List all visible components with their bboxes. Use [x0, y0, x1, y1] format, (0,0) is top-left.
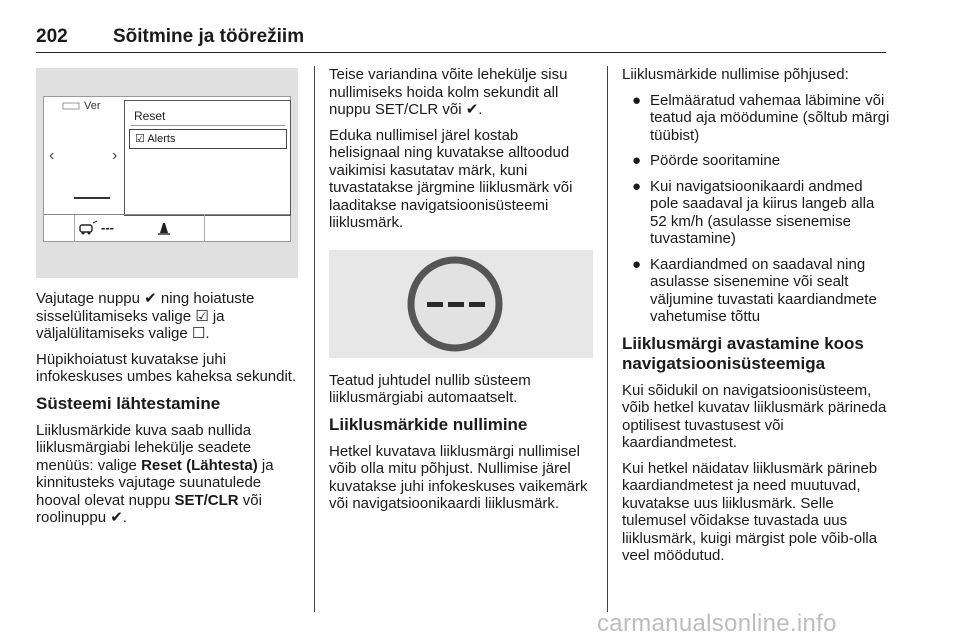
list-item	[622, 92, 890, 145]
menu-item-alerts	[129, 129, 287, 149]
list-item-text: Eelmääratud vahemaa läbimine või teatud aja möödumine (sõltub märgi tüübist)	[650, 91, 890, 144]
display-tab-icon	[62, 101, 80, 111]
text-span: Liiklusmärkide kuva saab nullida liiklusmärgiabi lehekülje seadete menüüs: valige	[36, 421, 252, 474]
lane-icon	[157, 221, 171, 235]
page-header	[36, 26, 886, 52]
bullet-icon: ●	[632, 152, 642, 169]
header-rule	[36, 52, 886, 53]
menu-divider	[131, 125, 285, 126]
bold-term: Reset (Lähtesta)	[141, 456, 258, 474]
column-3	[622, 66, 890, 573]
status-cell-divider	[204, 215, 205, 242]
list-item	[622, 178, 890, 248]
column-1	[36, 290, 298, 535]
paragraph: Eduka nullimisel järel kostab helisignaal ning kuvatakse alltoodud vaikimisi kasutatav märk, kuni tuvastatakse järgmine liiklusmärk või laaditakse navigatsioonisüsteemi liiklusmärk.	[329, 126, 573, 231]
paragraph	[36, 422, 298, 527]
status-cell-divider	[74, 215, 75, 242]
checkbox-checked-icon: ☑	[135, 133, 145, 145]
reset-menu	[124, 100, 291, 216]
page-number: 202	[36, 26, 68, 47]
car-sensor-icon	[78, 220, 98, 236]
display-screen	[43, 96, 291, 242]
status-dashes: ---	[101, 220, 114, 235]
watermark: carmanualsonline.info	[597, 610, 837, 637]
chevron-left-icon: ‹	[49, 147, 55, 164]
text-span: ja kinnitusteks vajutage suunatulede hooval olevat nuppu	[36, 456, 274, 509]
paragraph: Vajutage nuppu ✔ ning hoiatuste sisselülitamiseks valige ☑ ja väljalülitamiseks valige ☐.	[36, 290, 255, 342]
list-item-text: Kaardiandmed on saadaval ning asulasse sisenemine või sealt väljumine tuvastati kaardiandmete vahetumise tõttu	[650, 255, 877, 325]
menu-item-alerts-label: Alerts	[147, 133, 176, 145]
chevron-right-icon: ›	[112, 147, 118, 164]
list-item	[622, 256, 890, 326]
section-heading: Liiklusmärkide nullimine	[329, 414, 528, 434]
no-limit-sign-icon	[329, 250, 593, 358]
column-divider-2	[607, 66, 608, 612]
menu-item-reset: Reset	[134, 109, 166, 123]
chapter-title: Sõitmine ja töörežiim	[113, 26, 305, 47]
bullet-icon: ●	[632, 91, 642, 109]
column-2	[329, 66, 593, 521]
paragraph: Liiklusmärkide nullimise põhjused:	[622, 66, 849, 83]
section-heading: Liiklusmärgi avastamine koos navigatsioonisüsteemiga	[622, 333, 864, 373]
paragraph: Teise variandina võite lehekülje sisu nullimiseks hoida kolm sekundit all nuppu SET/CLR või ✔.	[329, 66, 568, 118]
paragraph: Kui hetkel näidatav liiklusmärk pärineb kaardiandmetest ja need muutuvad, kuvatakse uus liiklusmärk. Selle tulemusel võidakse tuvastada uus liiklusmärk, kuigi märgist pole võib-olla veel möödutud.	[622, 459, 878, 564]
reset-reasons-list	[622, 92, 890, 326]
display-baseline	[74, 197, 110, 199]
list-item	[622, 152, 890, 170]
text-span: või roolinuppu ✔.	[36, 491, 262, 526]
paragraph: Hüpikhoiatust kuvatakse juhi infokeskuses umbes kaheksa sekundit.	[36, 350, 297, 385]
display-tab-label: Ver	[84, 100, 101, 112]
bullet-icon: ●	[632, 255, 642, 273]
display-status-bar	[44, 214, 290, 242]
paragraph: Kui sõidukil on navigatsioonisüsteem, võib hetkel kuvatav liiklusmärk pärineda optilisest tuvastusest või kaardiandmetest.	[622, 381, 887, 451]
default-sign-illustration	[329, 250, 593, 358]
paragraph: Teatud juhtudel nullib süsteem liiklusmärgiabi automaatselt.	[329, 371, 531, 406]
column-divider-1	[314, 66, 315, 612]
paragraph: Hetkel kuvatava liiklusmärgi nullimisel võib olla mitu põhjust. Nullimise järel kuvatakse juhi infokeskuses vaikemärk või navigatsioonikaardi liiklusmärk.	[329, 442, 588, 512]
section-heading: Süsteemi lähtestamine	[36, 393, 221, 413]
list-item-text: Kui navigatsioonikaardi andmed pole saadaval ja kiirus langeb alla 52 km/h (asulasse sisenemise tuvastamine)	[650, 177, 875, 247]
bullet-icon: ●	[632, 177, 642, 195]
list-item-text: Pöörde sooritamine	[650, 152, 781, 169]
bold-term: SET/CLR	[174, 491, 239, 509]
info-display-illustration	[36, 68, 298, 278]
